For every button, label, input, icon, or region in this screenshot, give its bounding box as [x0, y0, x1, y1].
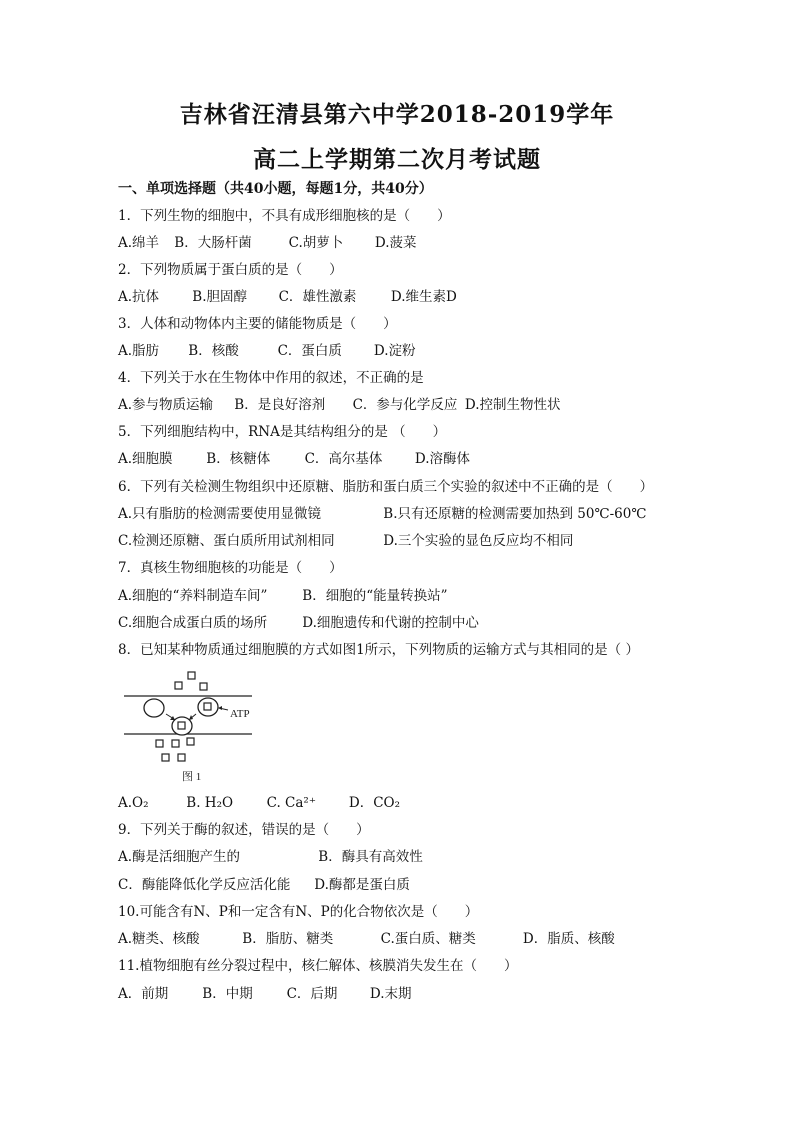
- question-1-stem: 1．下列生物的细胞中，不具有成形细胞核的是（ ）: [118, 208, 451, 224]
- question-8-options: [118, 794, 758, 812]
- option-c: C．雄性激素: [278, 289, 357, 305]
- question-3-options: [118, 342, 758, 360]
- question-6-options-row1: [118, 505, 758, 523]
- molecule-square: [156, 740, 163, 747]
- exam-title-line1: 吉林省汪清县第六中学2018-2019学年: [179, 101, 615, 128]
- molecule-square: [187, 738, 194, 745]
- option-a: A.抗体: [118, 289, 160, 305]
- atp-label: ATP: [230, 708, 250, 720]
- option-c: C. Ca²⁺: [266, 795, 316, 811]
- question-1-options: [118, 234, 758, 252]
- membrane-transport-figure: [118, 666, 268, 786]
- option-b: B．是良好溶剂: [234, 397, 326, 413]
- option-c: C.细胞合成蛋白质的场所: [118, 615, 268, 631]
- question-7-stem: 7．真核生物细胞核的功能是（ ）: [118, 560, 343, 576]
- section-heading: 一、单项选择题（共40小题，每题1分，共40分）: [118, 181, 433, 197]
- option-d: D.淀粉: [373, 343, 416, 359]
- option-d: D.溶酶体: [414, 451, 471, 467]
- question-5-stem: 5．下列细胞结构中，RNA是其结构组分的是 （ ）: [118, 424, 447, 440]
- option-c: C.胡萝卜: [288, 235, 344, 251]
- option-a: A.糖类、核酸: [118, 931, 200, 947]
- question-7-options-row2: [118, 614, 758, 632]
- carrier-protein: [144, 699, 164, 717]
- option-a: A.脂肪: [118, 343, 160, 359]
- option-a: A.绵羊: [118, 235, 160, 251]
- question-2-stem: 2．下列物质属于蛋白质的是（ ）: [118, 262, 343, 278]
- exam-title-line2: 高二上学期第二次月考试题: [253, 146, 541, 173]
- option-c: C.检测还原糖、蛋白质所用试剂相同: [118, 533, 335, 549]
- molecule-square: [178, 754, 185, 761]
- question-9-stem: 9．下列关于酶的叙述，错误的是（ ）: [118, 822, 370, 838]
- option-a: A.细胞膜: [118, 451, 173, 467]
- question-2-options: [118, 288, 758, 306]
- option-d: D.控制生物性状: [464, 397, 561, 413]
- option-b: B．中期: [202, 986, 253, 1002]
- figure-caption: 图 1: [182, 771, 202, 783]
- option-a: A.O₂: [118, 795, 149, 811]
- option-a: A.参与物质运输: [118, 397, 214, 413]
- molecule-square: [200, 683, 207, 690]
- option-c: C．蛋白质: [277, 343, 342, 359]
- option-b: B．大肠杆菌: [174, 235, 252, 251]
- question-10-options: [118, 930, 758, 948]
- question-11-options: [118, 985, 758, 1003]
- question-4-stem: 4．下列关于水在生物体中作用的叙述，不正确的是: [118, 370, 424, 386]
- option-c: C．高尔基体: [304, 451, 383, 467]
- carrier-protein: [172, 717, 192, 735]
- option-b: B．核酸: [188, 343, 239, 359]
- option-d: D.三个实验的显色反应均不相同: [383, 533, 574, 549]
- option-d: D.末期: [369, 986, 412, 1002]
- question-9-options-row1: [118, 848, 758, 866]
- option-a: A．前期: [118, 986, 169, 1002]
- question-6-options-row2: [118, 532, 758, 550]
- question-5-options: [118, 450, 758, 468]
- option-b: B．细胞的“能量转换站”: [302, 588, 448, 604]
- question-11-stem: 11.植物细胞有丝分裂过程中，核仁解体、核膜消失发生在（ ）: [118, 958, 518, 974]
- option-d: D.菠菜: [374, 235, 417, 251]
- molecule-square: [172, 740, 179, 747]
- option-d: D.酶都是蛋白质: [314, 877, 410, 893]
- option-a: A.酶是活细胞产生的: [118, 849, 241, 865]
- question-9-options-row2: [118, 876, 758, 894]
- option-c: C.蛋白质、糖类: [380, 931, 476, 947]
- molecule-square: [162, 754, 169, 761]
- option-b: B. H₂O: [186, 795, 234, 811]
- option-c: C．后期: [286, 986, 338, 1002]
- molecule-square: [175, 682, 182, 689]
- option-c: C．酶能降低化学反应活化能: [118, 877, 291, 893]
- question-6-stem: 6．下列有关检测生物组织中还原糖、脂肪和蛋白质三个实验的叙述中不正确的是（ ）: [118, 479, 654, 495]
- option-d: D．CO₂: [348, 795, 401, 811]
- option-b: B.只有还原糖的检测需要加热到 50℃-60℃: [383, 506, 647, 522]
- option-a: A.只有脂肪的检测需要使用显微镜: [118, 506, 322, 522]
- option-b: B.胆固醇: [192, 289, 248, 305]
- option-d: D.细胞遗传和代谢的控制中心: [302, 615, 479, 631]
- question-10-stem: 10.可能含有N、P和一定含有N、P的化合物依次是（ ）: [118, 904, 479, 920]
- option-b: B．核糖体: [206, 451, 271, 467]
- membrane-diagram: [118, 666, 268, 786]
- option-d: D.维生素D: [390, 289, 457, 305]
- question-3-stem: 3．人体和动物体内主要的储能物质是（ ）: [118, 316, 397, 332]
- molecule-square: [188, 672, 195, 679]
- option-d: D．脂质、核酸: [522, 931, 615, 947]
- carrier-protein: [198, 698, 218, 716]
- question-4-options: [118, 396, 758, 414]
- option-b: B．酶具有高效性: [318, 849, 423, 865]
- option-b: B．脂肪、糖类: [242, 931, 334, 947]
- question-8-stem: 8．已知某种物质通过细胞膜的方式如图1所示，下列物质的运输方式与其相同的是（ ）: [118, 642, 639, 658]
- option-a: A.细胞的“养料制造车间”: [118, 588, 268, 604]
- question-7-options-row1: [118, 587, 758, 605]
- option-c: C．参与化学反应: [352, 397, 458, 413]
